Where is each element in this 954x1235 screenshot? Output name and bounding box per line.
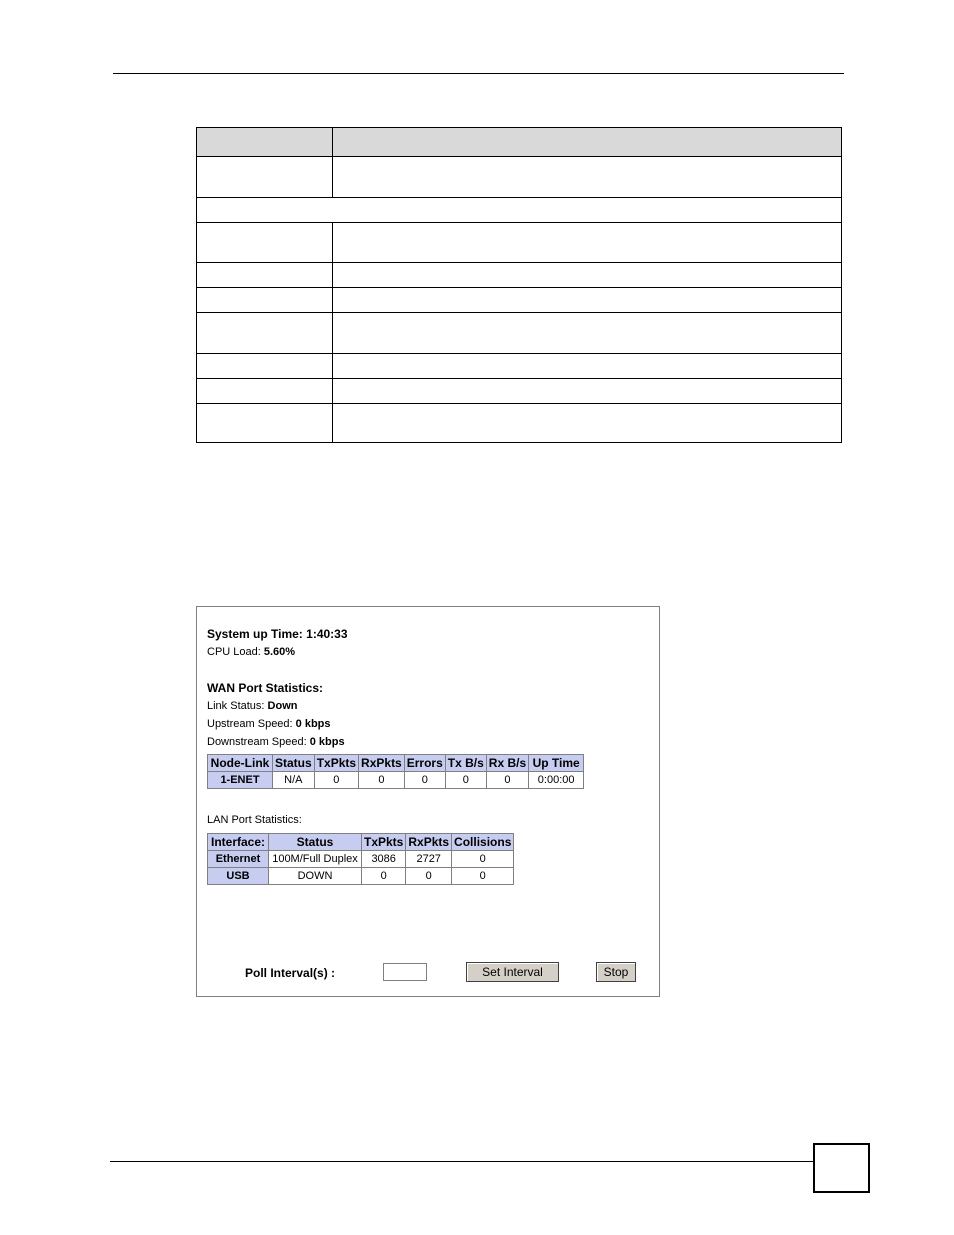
column-header: Status — [273, 755, 315, 772]
table-cell: 100M/Full Duplex — [269, 851, 362, 868]
wan-downstream-speed: Downstream Speed: 0 kbps — [207, 736, 345, 748]
wan-upstream-speed: Upstream Speed: 0 kbps — [207, 718, 331, 730]
table-cell: 0 — [362, 868, 406, 885]
set-interval-button[interactable]: Set Interval — [466, 962, 559, 982]
description-table — [196, 127, 842, 443]
table-cell: 0 — [314, 772, 358, 789]
column-header: Rx B/s — [486, 755, 528, 772]
column-header: Up Time — [529, 755, 584, 772]
table-cell: 3086 — [362, 851, 406, 868]
wan-link-status: Link Status: Down — [207, 700, 298, 712]
column-divider — [332, 128, 333, 197]
table-cell: N/A — [273, 772, 315, 789]
column-header: Errors — [404, 755, 445, 772]
table-row-divider — [197, 287, 841, 288]
table-header-row — [208, 834, 514, 851]
table-row — [208, 851, 514, 868]
table-cell: 0 — [359, 772, 405, 789]
table-row — [208, 772, 584, 789]
table-cell: 0:00:00 — [529, 772, 584, 789]
table-cell: 0 — [406, 868, 452, 885]
lan-stats-table — [207, 833, 514, 885]
header-rule — [113, 73, 844, 74]
table-cell: 0 — [404, 772, 445, 789]
table-cell: 0 — [486, 772, 528, 789]
column-header: Status — [269, 834, 362, 851]
footer-rule — [110, 1161, 813, 1162]
table-row-divider — [197, 222, 841, 223]
wan-stats-table — [207, 754, 584, 789]
table-row-divider — [197, 312, 841, 313]
table-row-divider — [197, 353, 841, 354]
stop-button[interactable]: Stop — [596, 962, 636, 982]
table-header-row — [208, 755, 584, 772]
column-header: TxPkts — [314, 755, 358, 772]
description-table-header — [197, 128, 841, 156]
system-uptime: System up Time: 1:40:33 — [207, 627, 348, 641]
page-number-box — [813, 1143, 870, 1193]
column-header: Node-Link — [208, 755, 273, 772]
table-row-divider — [197, 378, 841, 379]
cpu-load: CPU Load: 5.60% — [207, 646, 296, 658]
table-cell: 1-ENET — [208, 772, 273, 789]
poll-interval-input[interactable] — [383, 963, 427, 981]
table-cell: 0 — [452, 851, 514, 868]
statistics-panel — [196, 606, 660, 997]
table-row-divider — [197, 403, 841, 404]
column-header: TxPkts — [362, 834, 406, 851]
table-cell: 0 — [452, 868, 514, 885]
table-row-divider — [197, 156, 841, 157]
lan-title: LAN Port Statistics: — [207, 814, 302, 826]
wan-title: WAN Port Statistics: — [207, 681, 324, 695]
column-header: RxPkts — [406, 834, 452, 851]
column-header: Tx B/s — [445, 755, 486, 772]
table-cell: USB — [208, 868, 269, 885]
column-header: Collisions — [452, 834, 514, 851]
table-cell: 2727 — [406, 851, 452, 868]
column-divider — [332, 222, 333, 443]
table-cell: 0 — [445, 772, 486, 789]
table-row — [208, 868, 514, 885]
column-header: RxPkts — [359, 755, 405, 772]
column-header: Interface: — [208, 834, 269, 851]
table-cell: DOWN — [269, 868, 362, 885]
poll-interval-label: Poll Interval(s) : — [245, 966, 336, 980]
table-cell: Ethernet — [208, 851, 269, 868]
table-row-divider — [197, 197, 841, 198]
table-row-divider — [197, 262, 841, 263]
